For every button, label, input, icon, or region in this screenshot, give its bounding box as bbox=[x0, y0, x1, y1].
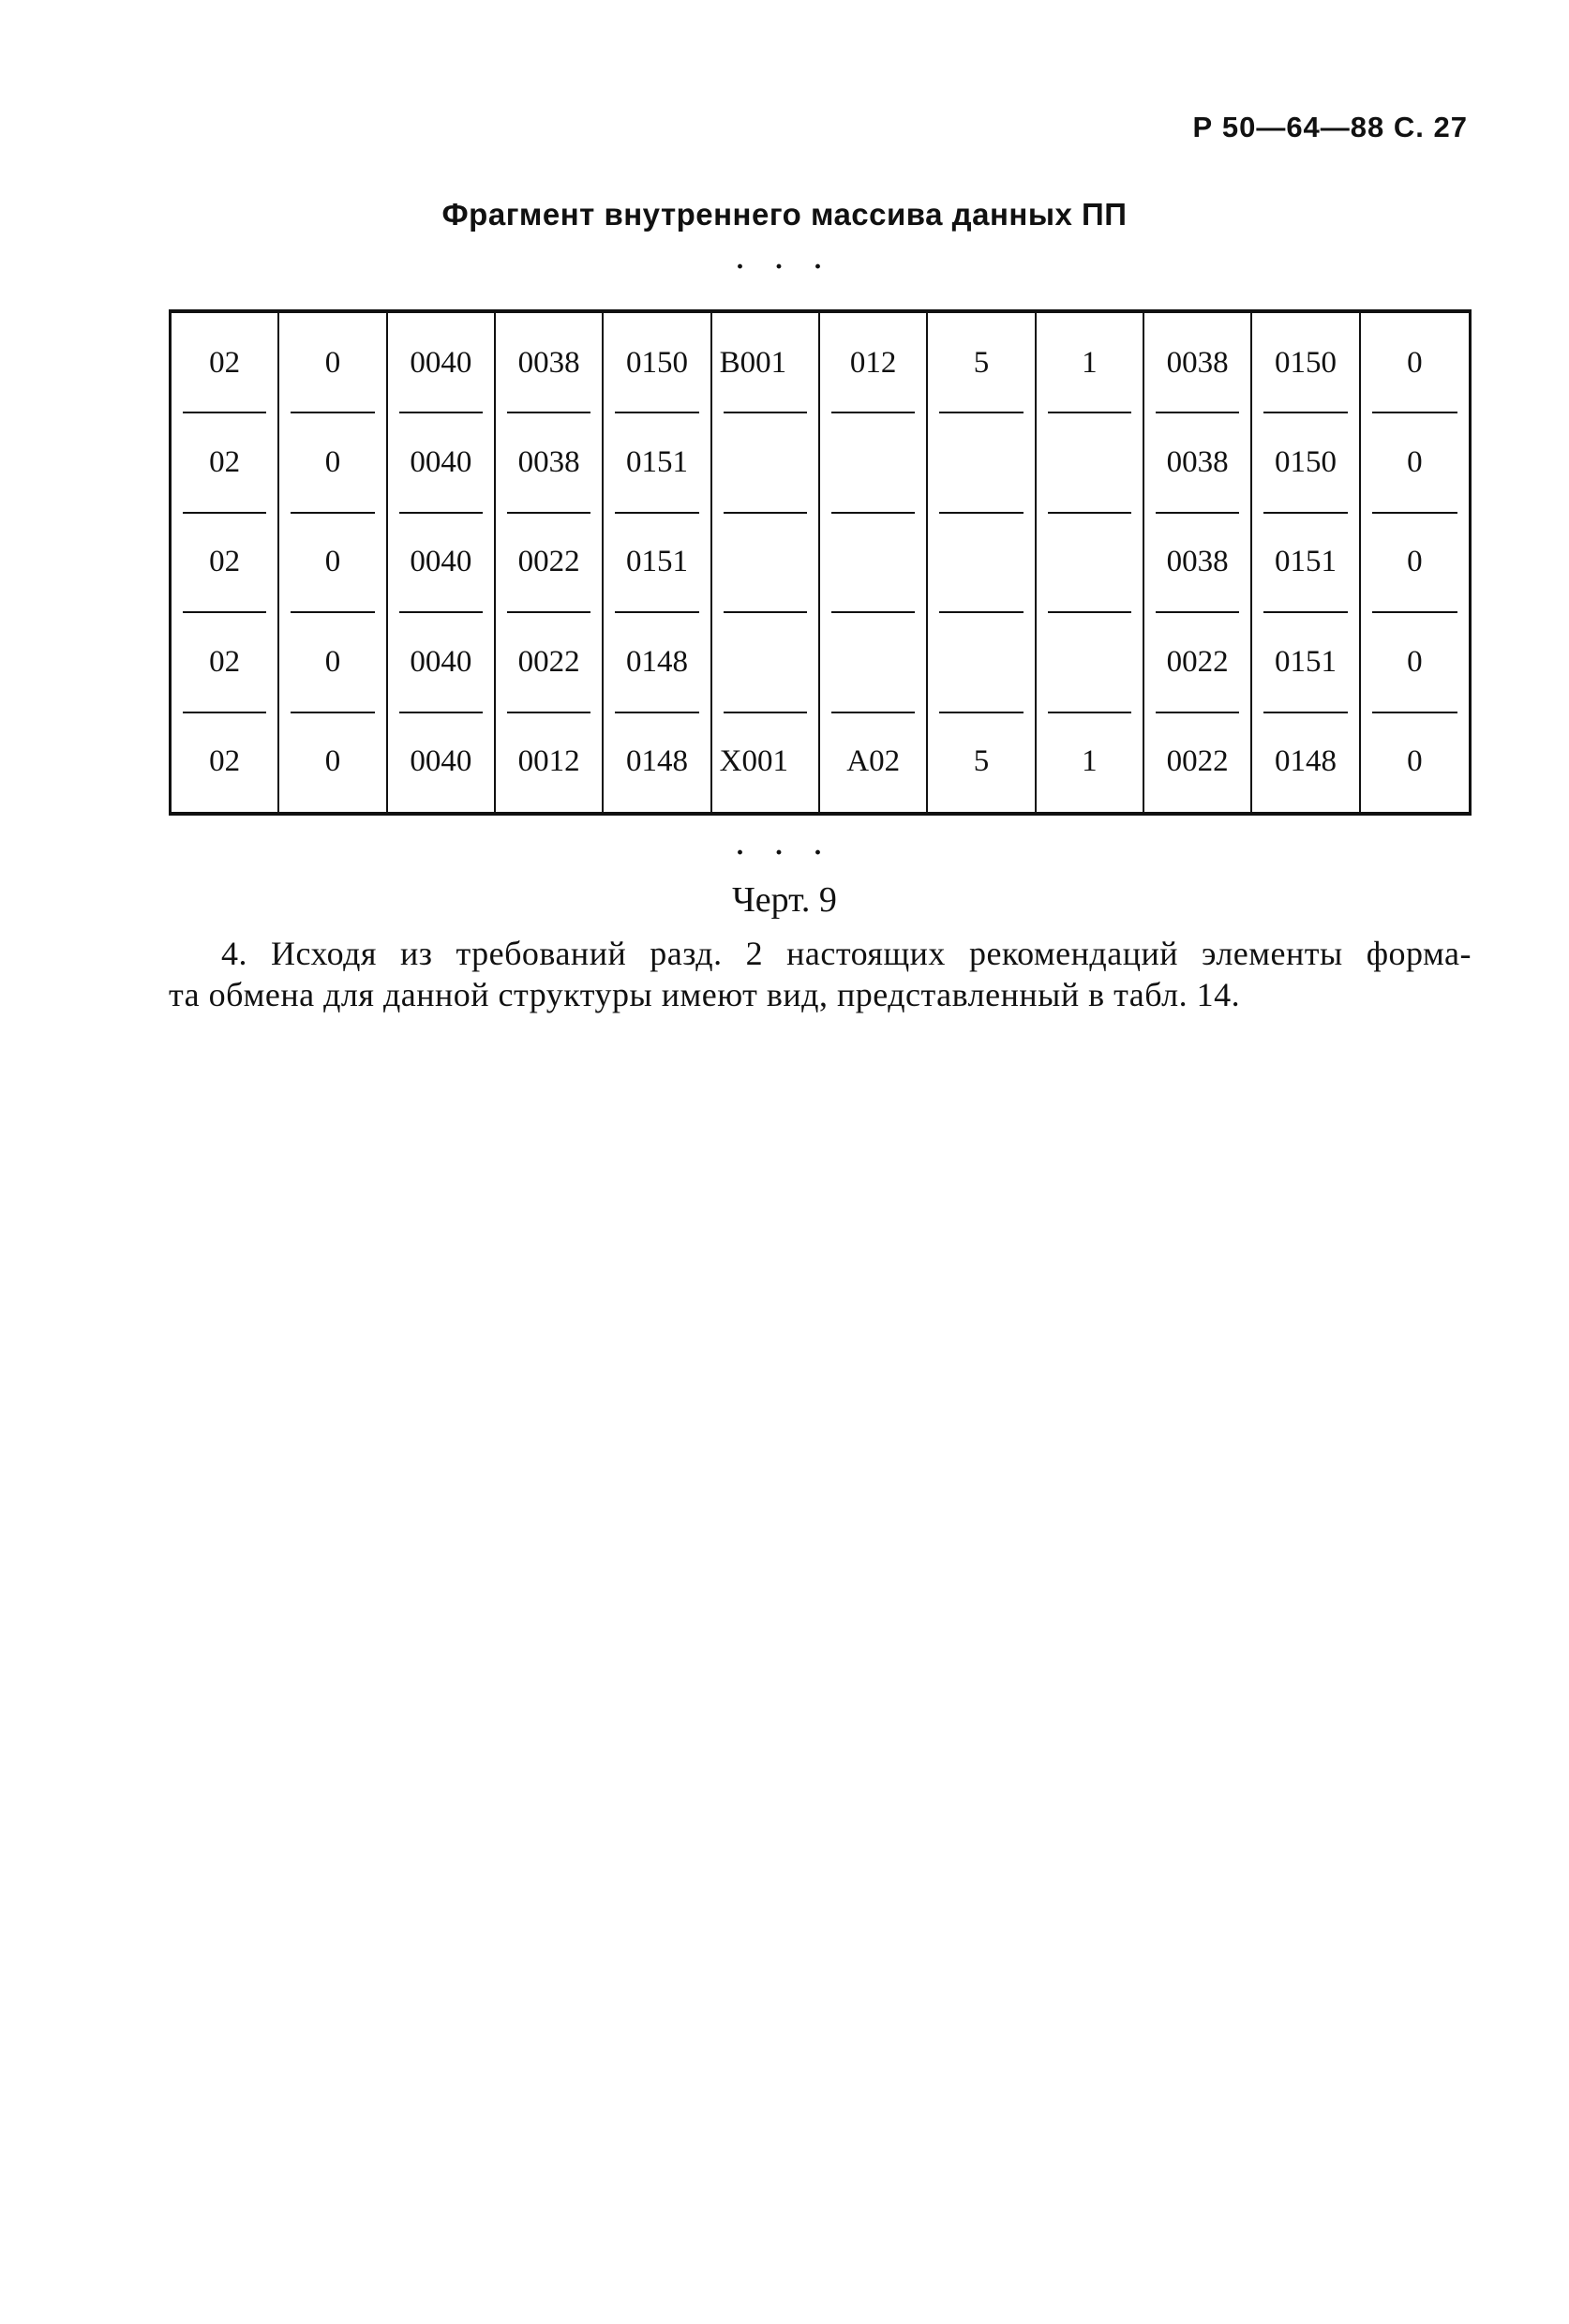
figure-title: Фрагмент внутреннего массива данных ПП bbox=[441, 197, 1128, 232]
table-cell bbox=[496, 612, 604, 712]
table-cell bbox=[1252, 612, 1360, 712]
table-cell-value: 0 bbox=[1407, 744, 1423, 779]
table-cell bbox=[388, 712, 496, 812]
table-cell-value: 0038 bbox=[517, 445, 580, 480]
table-cell bbox=[1144, 313, 1252, 412]
table-cell bbox=[1252, 513, 1360, 612]
table-cell bbox=[1144, 612, 1252, 712]
table-cell bbox=[712, 412, 820, 512]
table-cell-value: 02 bbox=[209, 445, 241, 480]
table-cell-value: 0038 bbox=[1166, 545, 1229, 579]
table-cell bbox=[1037, 612, 1144, 712]
table-cell bbox=[712, 513, 820, 612]
table-cell-value: 0 bbox=[1407, 445, 1423, 480]
table-cell-value: 1 bbox=[1082, 345, 1098, 380]
table-cell bbox=[172, 412, 279, 512]
table-cell-value: А02 bbox=[846, 744, 901, 779]
table-cell-value: 0150 bbox=[1274, 445, 1337, 480]
table-cell-value: 0 bbox=[324, 345, 341, 380]
table-cell-value: 0 bbox=[1407, 345, 1423, 380]
table-cell-value: 0 bbox=[324, 744, 341, 779]
table-cell-value: 02 bbox=[209, 744, 241, 779]
table-cell-value: 0 bbox=[1407, 545, 1423, 579]
table-cell-value: 0150 bbox=[625, 345, 688, 380]
table-cell-value: 0148 bbox=[625, 644, 688, 679]
ellipsis-bottom: · · · bbox=[735, 837, 834, 868]
table-cell-value: 0022 bbox=[1166, 644, 1229, 679]
table-cell bbox=[604, 513, 711, 612]
table-cell-value: 5 bbox=[973, 744, 990, 779]
table-cell bbox=[604, 712, 711, 812]
page-header: Р 50—64—88 С. 27 bbox=[1192, 111, 1468, 143]
table-cell-value: 0 bbox=[324, 644, 341, 679]
table-cell bbox=[279, 513, 387, 612]
table-cell bbox=[928, 612, 1036, 712]
table-cell-value: В001 bbox=[719, 345, 787, 380]
ellipsis-top: · · · bbox=[735, 251, 834, 282]
table-cell bbox=[279, 612, 387, 712]
table-cell bbox=[279, 712, 387, 812]
table-cell-value: 0151 bbox=[625, 545, 688, 579]
table-cell bbox=[820, 612, 928, 712]
table-cell bbox=[496, 712, 604, 812]
body-paragraph bbox=[169, 933, 1472, 1015]
table-cell-value: 5 bbox=[973, 345, 990, 380]
paragraph-line: 4. Исходя из требований разд. 2 настоящих рекомендаций элементы форма- bbox=[221, 935, 1472, 972]
figure-caption: Черт. 9 bbox=[732, 880, 837, 920]
table-cell bbox=[172, 712, 279, 812]
table-cell bbox=[1361, 712, 1469, 812]
table-cell bbox=[928, 313, 1036, 412]
table-cell-value: 0040 bbox=[410, 345, 472, 380]
table-cell-value: Х001 bbox=[719, 744, 788, 779]
table-cell bbox=[1144, 712, 1252, 812]
table-cell bbox=[712, 712, 820, 812]
table-cell bbox=[279, 313, 387, 412]
table-cell bbox=[388, 313, 496, 412]
table-cell-value: 02 bbox=[209, 345, 241, 380]
table-cell bbox=[1037, 712, 1144, 812]
table-cell bbox=[496, 313, 604, 412]
table-cell bbox=[1037, 513, 1144, 612]
table-cell-value: 0151 bbox=[1274, 545, 1337, 579]
table-cell-value: 0040 bbox=[410, 445, 472, 480]
table-cell-value: 0 bbox=[324, 545, 341, 579]
table-cell bbox=[1252, 712, 1360, 812]
table-cell-value: 1 bbox=[1082, 744, 1098, 779]
table-cell bbox=[820, 712, 928, 812]
table-cell-value: 0148 bbox=[625, 744, 688, 779]
table-cell bbox=[1252, 412, 1360, 512]
table-cell bbox=[712, 612, 820, 712]
table-cell-value: 0012 bbox=[517, 744, 580, 779]
table-cell bbox=[820, 513, 928, 612]
table-cell bbox=[712, 313, 820, 412]
table-cell bbox=[388, 513, 496, 612]
table-cell-value: 02 bbox=[209, 644, 241, 679]
table-cell bbox=[1361, 513, 1469, 612]
paragraph-line: та обмена для данной структуры имеют вид, представленный в табл. 14. bbox=[169, 976, 1241, 1013]
table-cell bbox=[1361, 612, 1469, 712]
table-cell-value: 0151 bbox=[625, 445, 688, 480]
table-cell-value: 0038 bbox=[517, 345, 580, 380]
table-cell bbox=[1252, 313, 1360, 412]
table-cell bbox=[820, 313, 928, 412]
table-cell bbox=[1037, 412, 1144, 512]
table-cell bbox=[172, 313, 279, 412]
table-cell-value: 012 bbox=[849, 345, 897, 380]
table-cell bbox=[1144, 412, 1252, 512]
table-cell-value: 0 bbox=[324, 445, 341, 480]
table-cell-value: 0040 bbox=[410, 744, 472, 779]
table-cell-value: 0 bbox=[1407, 644, 1423, 679]
table-cell-value: 0040 bbox=[410, 644, 472, 679]
table-cell bbox=[604, 612, 711, 712]
table-cell bbox=[388, 412, 496, 512]
table-cell bbox=[1361, 313, 1469, 412]
table-cell-value: 0038 bbox=[1166, 345, 1229, 380]
table-cell-value: 0022 bbox=[517, 644, 580, 679]
table-cell-value: 0148 bbox=[1274, 744, 1337, 779]
table-cell-value: 0038 bbox=[1166, 445, 1229, 480]
table-cell bbox=[1361, 412, 1469, 512]
table-cell bbox=[928, 412, 1036, 512]
table-cell bbox=[172, 513, 279, 612]
table-cell bbox=[820, 412, 928, 512]
table-cell bbox=[928, 712, 1036, 812]
table-cell bbox=[172, 612, 279, 712]
table-cell bbox=[496, 412, 604, 512]
table-cell-value: 0040 bbox=[410, 545, 472, 579]
table-cell-value: 02 bbox=[209, 545, 241, 579]
table-cell bbox=[604, 313, 711, 412]
table-cell-value: 0022 bbox=[1166, 744, 1229, 779]
table-cell bbox=[928, 513, 1036, 612]
data-table bbox=[169, 309, 1472, 816]
table-cell-value: 0150 bbox=[1274, 345, 1337, 380]
table-cell bbox=[1037, 313, 1144, 412]
table-cell-value: 0022 bbox=[517, 545, 580, 579]
table-cell bbox=[279, 412, 387, 512]
table-cell-value: 0151 bbox=[1274, 644, 1337, 679]
table-cell bbox=[388, 612, 496, 712]
table-cell bbox=[496, 513, 604, 612]
table-cell bbox=[1144, 513, 1252, 612]
table-cell bbox=[604, 412, 711, 512]
